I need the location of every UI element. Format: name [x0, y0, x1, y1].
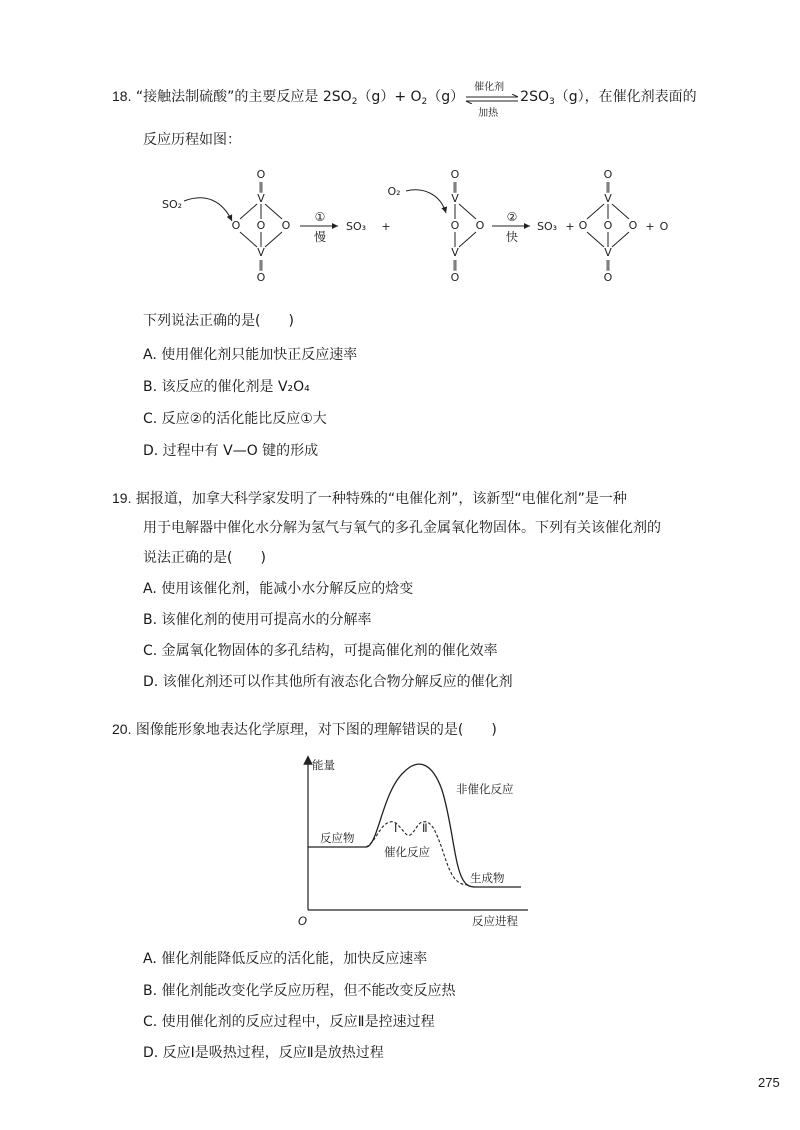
q18-prompt: 下列说法正确的是( ) — [143, 313, 294, 329]
q18-condition-bottom: 加热 — [478, 108, 499, 119]
subscript: 2 — [421, 97, 428, 107]
q20-option-a[interactable]: A. 催化剂能降低反应的活化能，加快反应速率 — [143, 951, 428, 967]
reversible-arrow-icon — [464, 94, 520, 104]
subscript: 2 — [351, 97, 358, 107]
q18-stem-part: 2SO — [520, 89, 549, 105]
q19-number: 19. — [112, 490, 132, 506]
q20-option-b[interactable]: B. 催化剂能改变化学反应历程，但不能改变反应热 — [143, 983, 456, 999]
atom-label: O — [659, 220, 669, 233]
atom-label: O — [603, 271, 613, 284]
atom-label: V — [451, 246, 459, 259]
label-catalyzed: 催化反应 — [384, 845, 430, 859]
atom-label: ‖ — [605, 258, 611, 271]
product-so3: SO₃ — [345, 220, 367, 233]
plus-sign: + — [565, 220, 575, 233]
ylabel: 能量 — [312, 758, 335, 772]
atom-label: O — [256, 219, 266, 232]
step1-label: ① — [314, 210, 326, 224]
atom-label: ‖ — [452, 180, 458, 193]
q20-stem-text: 图像能形象地表达化学原理，对下图的理解错误的是( ) — [135, 722, 497, 738]
origin-label: O — [298, 914, 308, 928]
atom-label: O — [450, 271, 460, 284]
q20-energy-diagram — [296, 752, 546, 932]
q19-option-d[interactable]: D. 该催化剂还可以作其他所有液态化合物分解反应的催化剂 — [143, 674, 513, 690]
product-so3: SO₃ — [536, 220, 558, 233]
label-uncatalyzed: 非催化反应 — [456, 782, 514, 796]
atom-label: ‖ — [605, 180, 611, 193]
q18-stem-line2: 反应历程如图： — [143, 132, 241, 148]
atom-label: O — [603, 168, 613, 181]
atom-label: O — [628, 219, 638, 232]
q18-option-c[interactable]: C. 反应②的活化能比反应①大 — [143, 411, 327, 427]
q18-condition-arrow — [464, 82, 520, 119]
q19-stem-line1 — [112, 488, 627, 509]
atom-label: V — [257, 246, 265, 259]
atom-label: O — [475, 219, 485, 232]
atom-label: O — [256, 168, 266, 181]
q20-number: 20. — [112, 721, 132, 737]
q18-option-a[interactable]: A. 使用催化剂只能加快正反应速率 — [143, 347, 358, 363]
step1-speed: 慢 — [313, 230, 327, 244]
q18-option-d[interactable]: D. 过程中有 V—O 键的形成 — [143, 443, 319, 459]
q19-option-b[interactable]: B. 该催化剂的使用可提高水的分解率 — [143, 612, 372, 628]
q19-option-c[interactable]: C. 金属氧化物固体的多孔结构，可提高催化剂的催化效率 — [143, 643, 498, 659]
atom-label: V — [604, 192, 612, 205]
q19-option-a[interactable]: A. 使用该催化剂，能减小水分解反应的焓变 — [143, 581, 414, 597]
q18-mechanism-diagram — [150, 165, 680, 295]
atom-label: O — [231, 219, 241, 232]
label-reactant: 反应物 — [320, 831, 355, 845]
atom-label: V — [451, 192, 459, 205]
atom-label: O — [603, 219, 613, 232]
q18-stem-part: （g）+ O — [357, 89, 422, 105]
atom-label: ‖ — [452, 258, 458, 271]
atom-label: SO₂ — [161, 198, 183, 211]
step2-label: ② — [506, 210, 518, 224]
xlabel: 反应进程 — [472, 914, 518, 928]
plus-sign: + — [645, 220, 655, 233]
plus-sign: + — [381, 220, 391, 233]
q18-condition-top: 催化剂 — [474, 82, 505, 93]
atom-label: O — [578, 219, 588, 232]
atom-label: O — [450, 219, 460, 232]
q18-option-b[interactable]: B. 该反应的催化剂是 V₂O₄ — [143, 379, 310, 395]
subscript: 3 — [548, 97, 555, 107]
q20-stem — [112, 719, 497, 740]
q18-stem-part: （g），在催化剂表面的 — [554, 89, 697, 105]
label-I: Ⅰ — [394, 821, 398, 835]
atom-label: O — [256, 271, 266, 284]
atom-label: ‖ — [258, 180, 264, 193]
atom-label: ‖ — [258, 258, 264, 271]
q19-stem-line2: 用于电解器中催化水分解为氢气与氧气的多孔金属氧化物固体。下列有关该催化剂的 — [143, 520, 661, 536]
q18-stem-part: （g） — [427, 89, 465, 105]
atom-label: V — [604, 246, 612, 259]
q20-option-d[interactable]: D. 反应Ⅰ是吸热过程，反应Ⅱ是放热过程 — [143, 1045, 384, 1061]
q18-stem-line1 — [112, 82, 697, 119]
q18-stem-prefix: “接触法制硫酸”的主要反应是 2SO — [135, 89, 352, 105]
atom-label: O — [281, 219, 291, 232]
step2-speed: 快 — [505, 230, 519, 244]
label-II: Ⅱ — [422, 821, 428, 835]
q18-number: 18. — [112, 88, 132, 104]
label-product: 生成物 — [470, 871, 505, 885]
q19-stem-line3: 说法正确的是( ) — [143, 550, 266, 566]
reactant-o2: O₂ — [387, 185, 401, 198]
q20-option-c[interactable]: C. 使用催化剂的反应过程中，反应Ⅱ是控速过程 — [143, 1014, 435, 1030]
q19-stem-text: 据报道，加拿大科学家发明了一种特殊的“电催化剂”，该新型“电催化剂”是一种 — [135, 491, 627, 507]
atom-label: O — [450, 168, 460, 181]
page-number: 275 — [758, 1075, 780, 1090]
atom-label: V — [257, 192, 265, 205]
